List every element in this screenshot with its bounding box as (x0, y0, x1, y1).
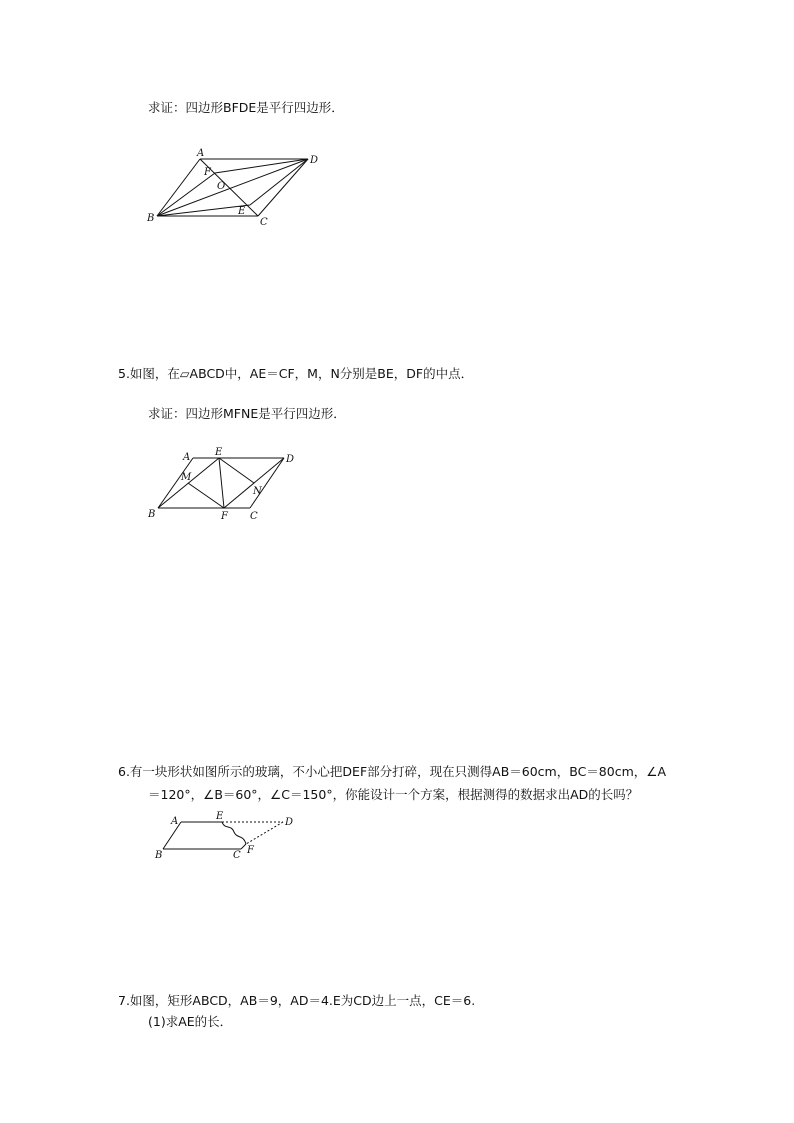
figure-broken-glass (145, 808, 305, 868)
fig5-label-d: D (286, 454, 295, 465)
fig5-label-f: F (221, 511, 228, 522)
fig6-label-f: F (247, 845, 254, 856)
fig6-label-d: D (285, 817, 294, 828)
fig4-label-c: C (260, 217, 268, 228)
fig6-label-c: C (233, 850, 241, 861)
q5-stem-text: 5.如图，在▱ABCD中，AE＝CF，M，N分别是BE，DF的中点． (118, 366, 474, 381)
fig4-label-f: F (204, 167, 211, 178)
fig4-label-d: D (310, 155, 319, 166)
fig4-label-e: E (238, 206, 246, 217)
fig5-label-n: N (253, 486, 262, 497)
fig4-segment-dc (258, 159, 308, 216)
fig5-label-e: E (215, 447, 223, 458)
fig4-label-a: A (197, 148, 205, 159)
fig6-label-a: A (171, 816, 179, 827)
fig5-segment-dc (250, 458, 284, 508)
fig5-label-a: A (183, 452, 191, 463)
fig6-segment-cf (241, 844, 246, 849)
fig5-label-b: B (148, 509, 156, 520)
fig4-label-b: B (147, 213, 155, 224)
q6-stem-line1: 6.有一块形状如图所示的玻璃，不小心把DEF部分打碎，现在只测得AB＝60cm，BC＝80cm，∠A (118, 764, 667, 779)
fig5-segment-mf (188, 483, 224, 508)
fig5-label-c: C (250, 511, 258, 522)
fig6-label-b: B (155, 850, 163, 861)
fig5-segment-ef (219, 458, 224, 508)
fig4-segment-ed (250, 159, 308, 205)
q7-stem-text: 7.如图，矩形ABCD，AB＝9，AD＝4.E为CD边上一点，CE＝6. (118, 993, 476, 1008)
fig6-label-e: E (216, 811, 224, 822)
q6-stem-line2: ＝120°，∠B＝60°，∠C＝150°，你能设计一个方案，根据测得的数据求出AD的长吗？ (148, 787, 639, 802)
fig4-label-o: O (217, 181, 226, 192)
fig5-segment-en (219, 458, 254, 483)
fig4-segment-fd (215, 159, 308, 173)
fig6-dashed-df (246, 822, 283, 844)
q5-proof-text: 求证：四边形MFNE是平行四边形． (148, 406, 346, 421)
fig6-broken-edge (222, 822, 246, 844)
fig5-label-m: M (181, 472, 192, 483)
figure-parallelogram-mfne (140, 445, 315, 525)
q7-part1-text: (1)求AE的长． (148, 1014, 233, 1029)
fig4-segment-bf (157, 173, 215, 216)
figure-parallelogram-bfde (140, 145, 330, 235)
q4-proof-text: 求证：四边形BFDE是平行四边形． (148, 100, 344, 115)
